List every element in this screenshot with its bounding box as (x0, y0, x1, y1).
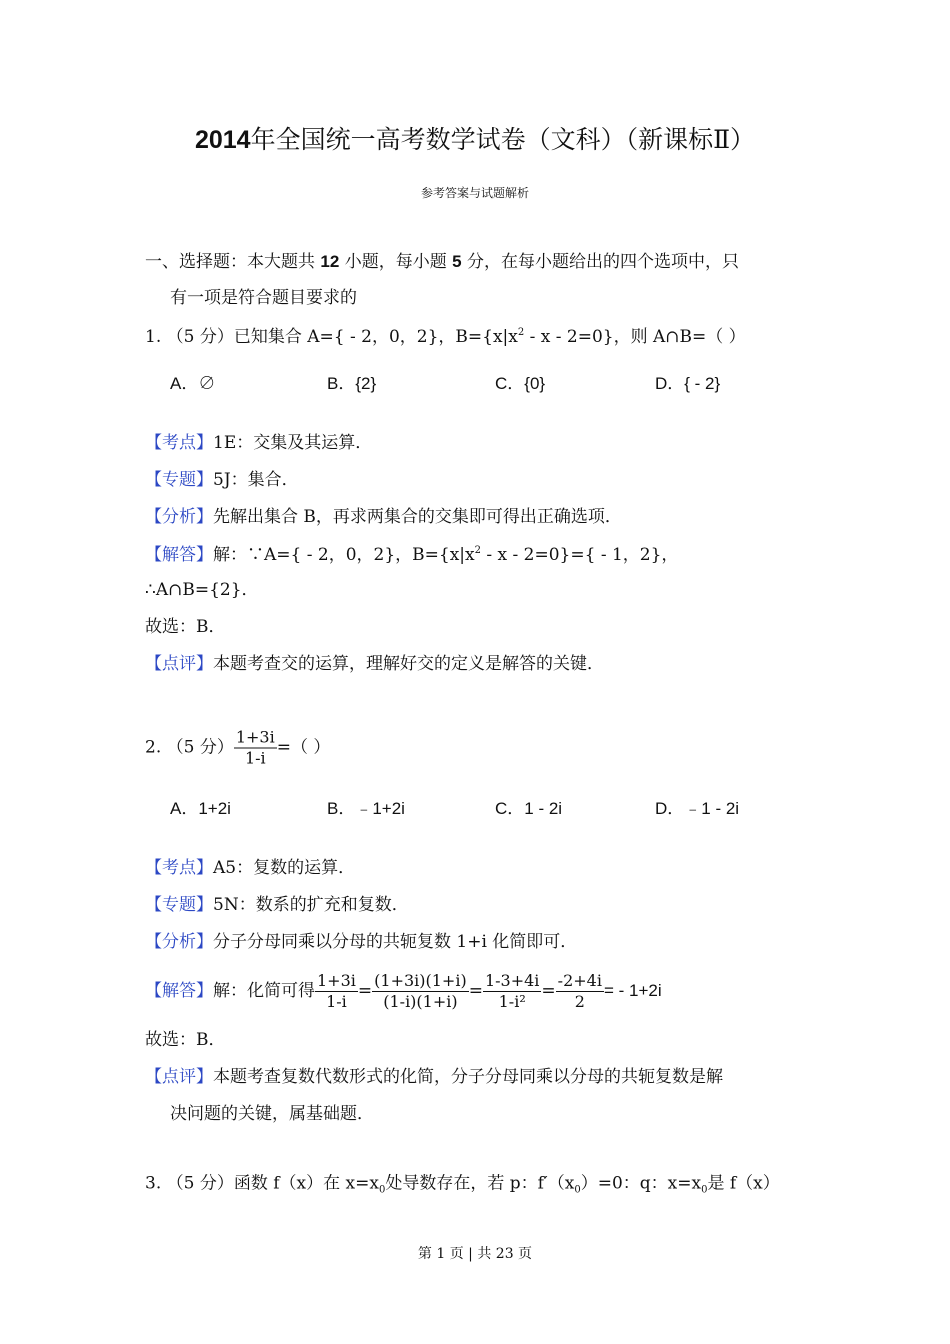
q1-fenxi: 【分析】先解出集合 B，再求两集合的交集即可得出正确选项． (145, 507, 622, 527)
fraction: $\frac{1+3i}{1-i}$ (235, 727, 275, 768)
section-heading: 一、选择题：本大题共 12 小题，每小题 5 分，在每小题给出的四个选项中，只 (145, 252, 740, 272)
page-subtitle: 参考答案与试题解析 (420, 186, 529, 200)
q1-dianping: 【点评】本题考查交的运算，理解好交的定义是解答的关键． (145, 654, 604, 674)
fraction: $\frac{-2+4i}{2}$ (557, 971, 602, 1011)
page-title: 2014年全国统一高考数学试卷（文科）（新课标Ⅱ） (194, 125, 756, 154)
q2-answer: 故选：B． (145, 1030, 226, 1050)
section-heading-cont: 有一项是符合题目要求的 (170, 288, 357, 308)
q2-dianping-cont: 决问题的关键，属基础题． (170, 1104, 374, 1124)
option-d: D．﹣1 - 2i (655, 799, 740, 818)
option-c: C．1 - 2i (495, 799, 563, 818)
q1-kaodian: 【考点】1E：交集及其运算． (145, 433, 373, 453)
question-3-stem: 3. （5 分）函数 f（x）在 $x=x_0$处导数存在，若 p：$f'(x_0)=0$：q：$x=x_0$是 f（x） (145, 1173, 780, 1196)
q1-jieda-line2: ∴A∩B={2}． (145, 580, 259, 600)
option-b: B．﹣1+2i (327, 799, 405, 818)
fraction: $\frac{(1+3i)(1+i)}{(1-i)(1+i)}$ (374, 971, 467, 1011)
q2-dianping: 【点评】本题考查复数代数形式的化简，分子分母同乘以分母的共轭复数是解 (145, 1067, 723, 1087)
question-1-stem: 1. （5 分）已知集合 A={ - 2，0，2}，$B=\{x|x^2 - x - 2=0\}$，则 A∩B=（ ） (145, 326, 746, 347)
option-b: B．{2} (327, 374, 377, 393)
q2-jieda: 【解答】解：化简可得 $\frac{1+3i}{1-i}$ = $\frac{(1+3i)(1+i)}{(1-i)(1+i)}$ = $\frac{1-3+4i}{\text{1-i²}}$ = $\frac{-2+4i}{2}$ = - 1+2i (145, 971, 662, 1011)
page-footer: 第 1 页 | 共 23 页 (417, 1246, 533, 1262)
question-2-stem: 2. （5 分） $\frac{1+3i}{1-i}$ =（ ） (145, 727, 331, 768)
option-a: A．∅ (170, 374, 216, 393)
option-a: A．1+2i (170, 799, 231, 818)
fraction: $\frac{1+3i}{1-i}$ (317, 971, 356, 1011)
q1-answer: 故选：B． (145, 617, 226, 637)
q2-kaodian: 【考点】A5：复数的运算． (145, 858, 356, 878)
fraction: $\frac{1-3+4i}{\text{1-i²}}$ (484, 971, 540, 1011)
q1-jieda: 【解答】解：∵A={ - 2，0，2}，$B=\{x|x^2 - x - 2=0\}=\{ - 1$，2}， (145, 544, 679, 565)
q1-zhuanti: 【专题】5J：集合． (145, 470, 299, 490)
option-c: C．{0} (495, 374, 546, 393)
q2-fenxi: 【分析】分子分母同乘以分母的共轭复数 1+i 化简即可． (145, 932, 578, 952)
q2-zhuanti: 【专题】5N：数系的扩充和复数． (145, 895, 409, 915)
option-d: D．{ - 2} (655, 374, 721, 393)
